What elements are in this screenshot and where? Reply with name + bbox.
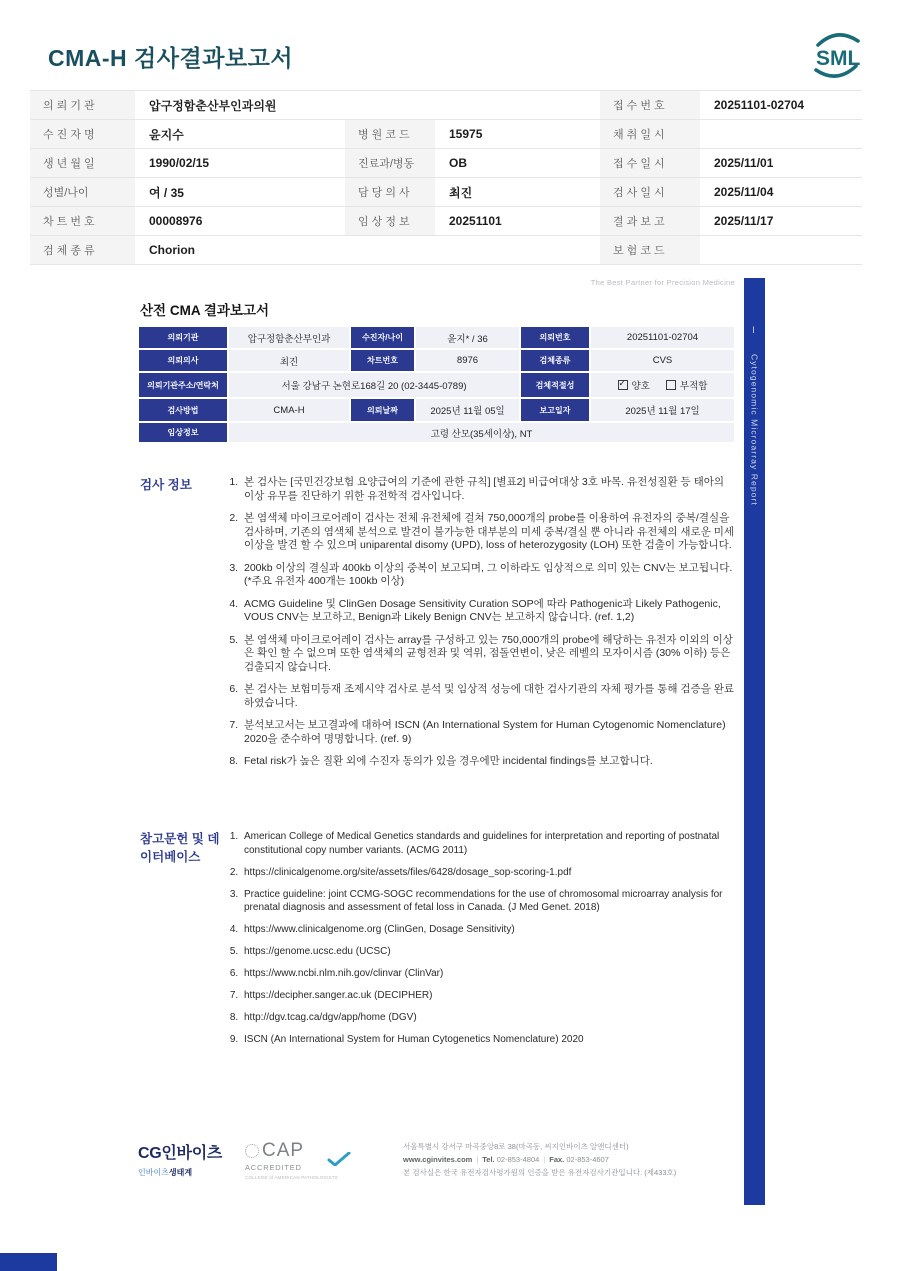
- value-cell: CMA-H: [228, 398, 350, 422]
- address-line: 서울특별시 강서구 마곡중앙8로 38(마곡동, 씨지인바이츠 알앤디센터): [403, 1142, 629, 1151]
- specimen-adequacy-cell: [590, 372, 735, 398]
- field-label: 보 험 코 드: [600, 236, 700, 264]
- side-tab-cytogenomic-report: [744, 278, 765, 1205]
- header-cell: 의뢰날짜: [350, 398, 415, 422]
- section-heading: 검사 정보: [140, 478, 192, 492]
- cg-invites-logo: [138, 1140, 233, 1178]
- field-value: [700, 236, 862, 264]
- table-row: [30, 178, 862, 207]
- field-value: 2025/11/17: [714, 214, 774, 228]
- field-label: 성별/나이: [30, 178, 135, 206]
- table-row: [30, 91, 862, 120]
- header-cell: 검체적절성: [520, 372, 590, 398]
- list-item: 9. ISCN (An International System for Human Cytogenetics Nomenclature) 2020: [241, 1033, 736, 1047]
- value-cell: 압구정함춘산부인과: [228, 326, 350, 349]
- cap-seal-icon: [245, 1144, 259, 1158]
- list-item: 4. ACMG Guideline 및 ClinGen Dosage Sensitivity Curation SOP에 따라 Pathogenic과 Likely Pathogenic, VOUS CNV는 보고하고, Benign과 Likely Benign CNV는 보고하지 않습니다. (ref. 1,2): [241, 598, 736, 625]
- header-cell: 의뢰기관: [138, 326, 228, 349]
- field-label: 검 체 종 류: [30, 236, 135, 264]
- field-value: 15975: [449, 127, 483, 141]
- value-cell: 2025년 11월 05일: [415, 398, 520, 422]
- value-cell: 20251101-02704: [590, 326, 735, 349]
- header-cell: 의뢰기관주소/연락처: [138, 372, 228, 398]
- list-item: 8. http://dgv.tcag.ca/dgv/app/home (DGV): [241, 1011, 736, 1025]
- tel-number: 02-853-4804: [496, 1155, 540, 1164]
- header-cell: 차트번호: [350, 349, 415, 372]
- list-item: 3. 200kb 이상의 결실과 400kb 이상의 중복이 보고되며, 그 이하라도 임상적으로 의미 있는 CNV는 보고됩니다. (*주요 유전자 400개는 100kb 이상): [241, 562, 736, 589]
- list-item: 5. 본 염색체 마이크로어레이 검사는 array를 구성하고 있는 750,000개의 probe에 해당하는 유전자 이외의 이상은 확인 할 수 없으며 또한 염색체의 균형전좌 및 역위, 점돌연변이, 낮은 레벨의 모자이시즘 (30% 이하) 등은 검출되지 않습니다.: [241, 634, 736, 675]
- field-value: 20251101: [449, 214, 502, 228]
- header-cell: 보고일자: [520, 398, 590, 422]
- header-cell: 수진자/나이: [350, 326, 415, 349]
- lab-address-block: [403, 1140, 676, 1179]
- list-item: 6. 본 검사는 보험미등재 조제시약 검사로 분석 및 임상적 성능에 대한 검사기관의 자체 평가를 통해 검증을 완료하였습니다.: [241, 683, 736, 710]
- brand-subtitle: 인바이츠생태계: [138, 1168, 193, 1177]
- field-label: 담 당 의 사: [345, 178, 435, 206]
- field-value: 1990/02/15: [149, 156, 210, 170]
- list-item: 1. 본 검사는 [국민건강보험 요양급여의 기준에 관한 규칙] [별표2] 비급여대상 3호 바목. 유전성질환 등 태아의 이상 유무를 진단하기 위한 유전학적 검사입니다.: [241, 476, 736, 503]
- field-label: 접 수 일 시: [600, 149, 700, 177]
- table-row: [30, 207, 862, 236]
- references-list: [225, 830, 736, 1055]
- list-item: 7. 분석보고서는 보고결과에 대하여 ISCN (An International System for Human Cytogenomic Nomenclature) 2020을 준수하여 명명합니다. (ref. 9): [241, 719, 736, 746]
- header-cell: 임상정보: [138, 422, 228, 443]
- references-section: [140, 830, 736, 1055]
- brand-name: CG인바이츠: [138, 1145, 223, 1162]
- patient-info-table: [30, 90, 862, 265]
- website: www.cginvites.com: [403, 1155, 473, 1164]
- report-title: 산전 CMA 결과보고서: [140, 303, 270, 318]
- value-cell: CVS: [590, 349, 735, 372]
- field-value: 20251101-02704: [714, 98, 805, 112]
- checkmark-icon: [327, 1152, 351, 1166]
- page-title: CMA-H 검사결과보고서: [48, 45, 294, 71]
- list-item: 8. Fetal risk가 높은 질환 외에 수진자 동의가 있을 경우에만 incidental findings를 보고합니다.: [241, 755, 736, 769]
- list-item: 4. https://www.clinicalgenome.org (ClinGen, Dosage Sensitivity): [241, 923, 736, 937]
- field-value: Chorion: [149, 243, 195, 257]
- checked-checkbox-icon: [618, 380, 628, 390]
- company-tagline: The Best Partner for Precision Medicine: [590, 278, 735, 287]
- list-item: 2. https://clinicalgenome.org/site/assets/files/6428/dosage_sop-scoring-1.pdf: [241, 866, 736, 880]
- certification-line: 본 검사실은 한국 유전자검사평가원의 인증을 받은 유전자검사기관입니다. (제433호): [403, 1168, 677, 1177]
- header-cell: 검체종류: [520, 349, 590, 372]
- value-cell: 8976: [415, 349, 520, 372]
- field-label: 채 취 일 시: [600, 120, 700, 148]
- field-label: 차 트 번 호: [30, 207, 135, 235]
- field-label: 병 원 코 드: [345, 120, 435, 148]
- field-label: 검 사 일 시: [600, 178, 700, 206]
- field-value: 압구정함춘산부인과의원: [149, 98, 277, 113]
- field-value: 여 / 35: [149, 185, 184, 200]
- field-value: 2025/11/04: [714, 185, 774, 199]
- field-label: 생 년 월 일: [30, 149, 135, 177]
- field-label: 임 상 정 보: [345, 207, 435, 235]
- list-item: 3. Practice guideline: joint CCMG-SOGC recommendations for the use of chromosomal microarray analysis for prenatal diagnosis and assessment of fetal loss in Canada. (J Med Genet. 2018): [241, 888, 736, 915]
- test-info-list: [225, 476, 736, 778]
- table-row: [30, 120, 862, 149]
- value-cell: 서울 강남구 논현로168길 20 (02-3445-0789): [228, 372, 520, 398]
- section-numeral: Ⅰ: [749, 326, 760, 336]
- header-cell: 의뢰번호: [520, 326, 590, 349]
- field-value: 윤지수: [149, 127, 184, 142]
- unchecked-checkbox-icon: [666, 380, 676, 390]
- field-label: 수 진 자 명: [30, 120, 135, 148]
- field-value: 00008976: [149, 214, 203, 228]
- adequacy-ok-label: 양호: [631, 381, 650, 392]
- svg-text:SML: SML: [816, 47, 861, 70]
- field-value: OB: [449, 156, 467, 170]
- bottom-page-bar: [0, 1253, 57, 1271]
- field-value: 최진: [449, 185, 473, 200]
- list-item: 6. https://www.ncbi.nlm.nih.gov/clinvar (ClinVar): [241, 967, 736, 981]
- table-row: [30, 149, 862, 178]
- list-item: 7. https://decipher.sanger.ac.uk (DECIPHER): [241, 989, 736, 1003]
- table-row: [30, 236, 862, 265]
- field-label: 결 과 보 고: [600, 207, 700, 235]
- field-label: 진료과/병동: [345, 149, 435, 177]
- page-footer: [138, 1140, 738, 1180]
- field-label: 의 뢰 기 관: [30, 91, 135, 119]
- field-label: 접 수 번 호: [600, 91, 700, 119]
- value-cell: 최진: [228, 349, 350, 372]
- cap-accredited-logo: CAP ACCREDITED COLLEGE of AMERICAN PATHOLOGISTS: [245, 1140, 355, 1180]
- list-item: 2. 본 염색체 마이크로어레이 검사는 전체 유전체에 걸쳐 750,000개의 probe를 이용하여 유전자의 중복/결실을 검사하며, 기존의 염색체 분석으로 발견이 불가능한 대부분의 미세 중복/결실 뿐 아니라 유전체의 새로운 미세이상을 발견 할 수 있으며 uniparental disomy (UPD), loss of heterozygosity (LOH) 또한 검출이 가능합니다.: [241, 512, 736, 553]
- sml-logo-icon: [808, 30, 866, 82]
- order-info-table: [138, 326, 735, 443]
- list-item: 5. https://genome.ucsc.edu (UCSC): [241, 945, 736, 959]
- field-value: 2025/11/01: [714, 156, 774, 170]
- adequacy-bad-label: 부적합: [679, 381, 708, 392]
- value-cell: 고령 산모(35세이상), NT: [228, 422, 735, 443]
- list-item: 1. American College of Medical Genetics standards and guidelines for interpretation and reporting of postnatal constitutional copy number variants. (ACMG 2011): [241, 830, 736, 857]
- value-cell: 2025년 11월 17일: [590, 398, 735, 422]
- field-value: [700, 120, 862, 148]
- test-info-section: [140, 476, 736, 778]
- value-cell: 윤지* / 36: [415, 326, 520, 349]
- fax-number: 02-853-4607: [566, 1155, 609, 1164]
- side-tab-label: Cytogenomic Microarray Report: [749, 354, 760, 506]
- section-heading: 참고문헌 및 데이터베이스: [140, 832, 220, 865]
- header-cell: 의뢰의사: [138, 349, 228, 372]
- contact-line: www.cginvites.com | Tel. 02-853-4804 | Fax. 02-853-4607: [403, 1155, 609, 1164]
- header-cell: 검사방법: [138, 398, 228, 422]
